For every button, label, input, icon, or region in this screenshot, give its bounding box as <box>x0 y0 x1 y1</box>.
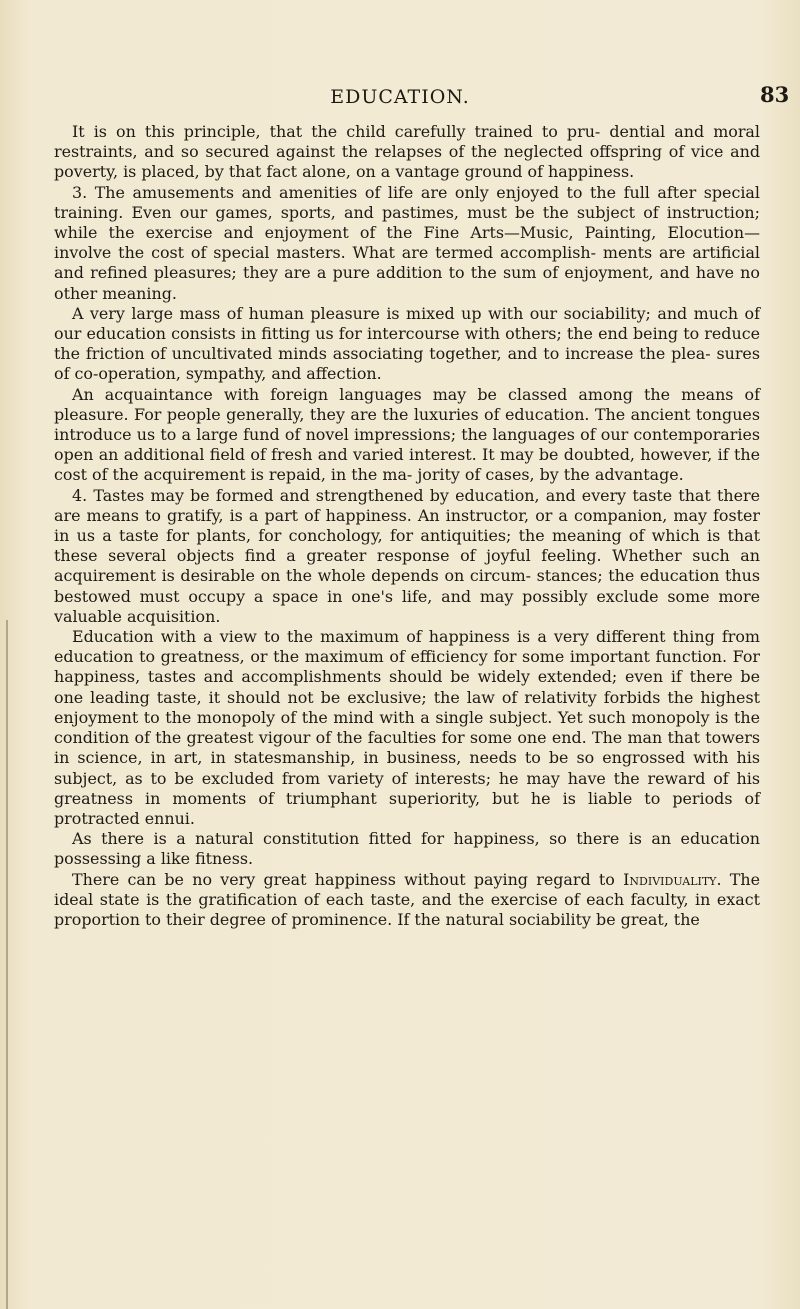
paragraph: Education with a view to the maximum of happiness is a very different thing from education to greatness, or the maximum of efficiency for some important function. For happiness, tastes and accomplishments should be widely extended; even if there be one leading taste, it should not be exclusive; the law of relativity forbids the highest enjoyment to the monopoly of the mind with a single subject. Yet such monopoly is the condition of the greatest vigour of the faculties for some one end. The man that towers in science, in art, in statesmanship, in business, needs to be so engrossed with his subject, as to be excluded from variety of interests; he may have the reward of his greatness in moments of triumphant superiority, but he is liable to periods of protracted ennui. <box>54 627 760 828</box>
paragraph: As there is a natural constitution fitted for happiness, so there is an education possessing a like fitness. <box>54 829 760 869</box>
paragraph-individuality <box>54 870 760 931</box>
paragraph: It is on this principle, that the child carefully trained to pru- dential and moral restraints, and so secured against the relapses of the neglected offspring of vice and poverty, is placed, by that fact alone, on a vantage ground of happiness. <box>54 122 760 182</box>
text-run: There can be no very great happiness without paying regard to <box>72 869 624 889</box>
page-number: 83 <box>760 82 790 107</box>
text-run: . The ideal state is the gratification of each taste, and the exercise of each faculty, in exact proportion to their degree of prominence. If the natural sociability be great, the <box>54 869 761 929</box>
paragraph: 3. The amusements and amenities of life are only enjoyed to the full after special training. Even our games, sports, and pastimes, must be the subject of instruction; while the exercise and enjoyment of the Fine Arts—Music, Painting, Elocution— involve the cost of special masters. What are termed accomplish- ments are artificial and refined pleasures; they are a pure addition to the sum of enjoyment, and have no other meaning. <box>54 182 760 303</box>
paragraph: An acquaintance with foreign languages may be classed among the means of pleasure. For people generally, they are the luxuries of education. The ancient tongues introduce us to a large fund of novel impressions; the languages of our contemporaries open an additional field of fresh and varied interest. It may be doubted, however, if the cost of the acquirement is repaid, in the ma- jority of cases, by the advantage. <box>54 384 760 485</box>
page-header <box>0 80 800 114</box>
running-head: EDUCATION. <box>330 86 470 108</box>
paragraph: A very large mass of human pleasure is mixed up with our sociability; and much of our education consists in fitting us for intercourse with others; the end being to reduce the friction of uncultivated minds associating together, and to increase the plea- sures of co-operation, sympathy, and affection. <box>54 303 760 384</box>
small-caps-term: Individuality <box>623 869 717 889</box>
binding-edge-line <box>6 620 8 1309</box>
body-text <box>54 122 760 930</box>
paragraph: 4. Tastes may be formed and strengthened by education, and every taste that there are means to gratify, is a part of happiness. An instructor, or a companion, may foster in us a taste for plants, for conchology, for antiquities; the meaning of which is that these several objects find a greater response of joyful feeling. Whether such an acquirement is desirable on the whole depends on circum- stances; the education thus bestowed must occupy a space in one's life, and may possibly exclude some more valuable acquisition. <box>54 485 760 626</box>
